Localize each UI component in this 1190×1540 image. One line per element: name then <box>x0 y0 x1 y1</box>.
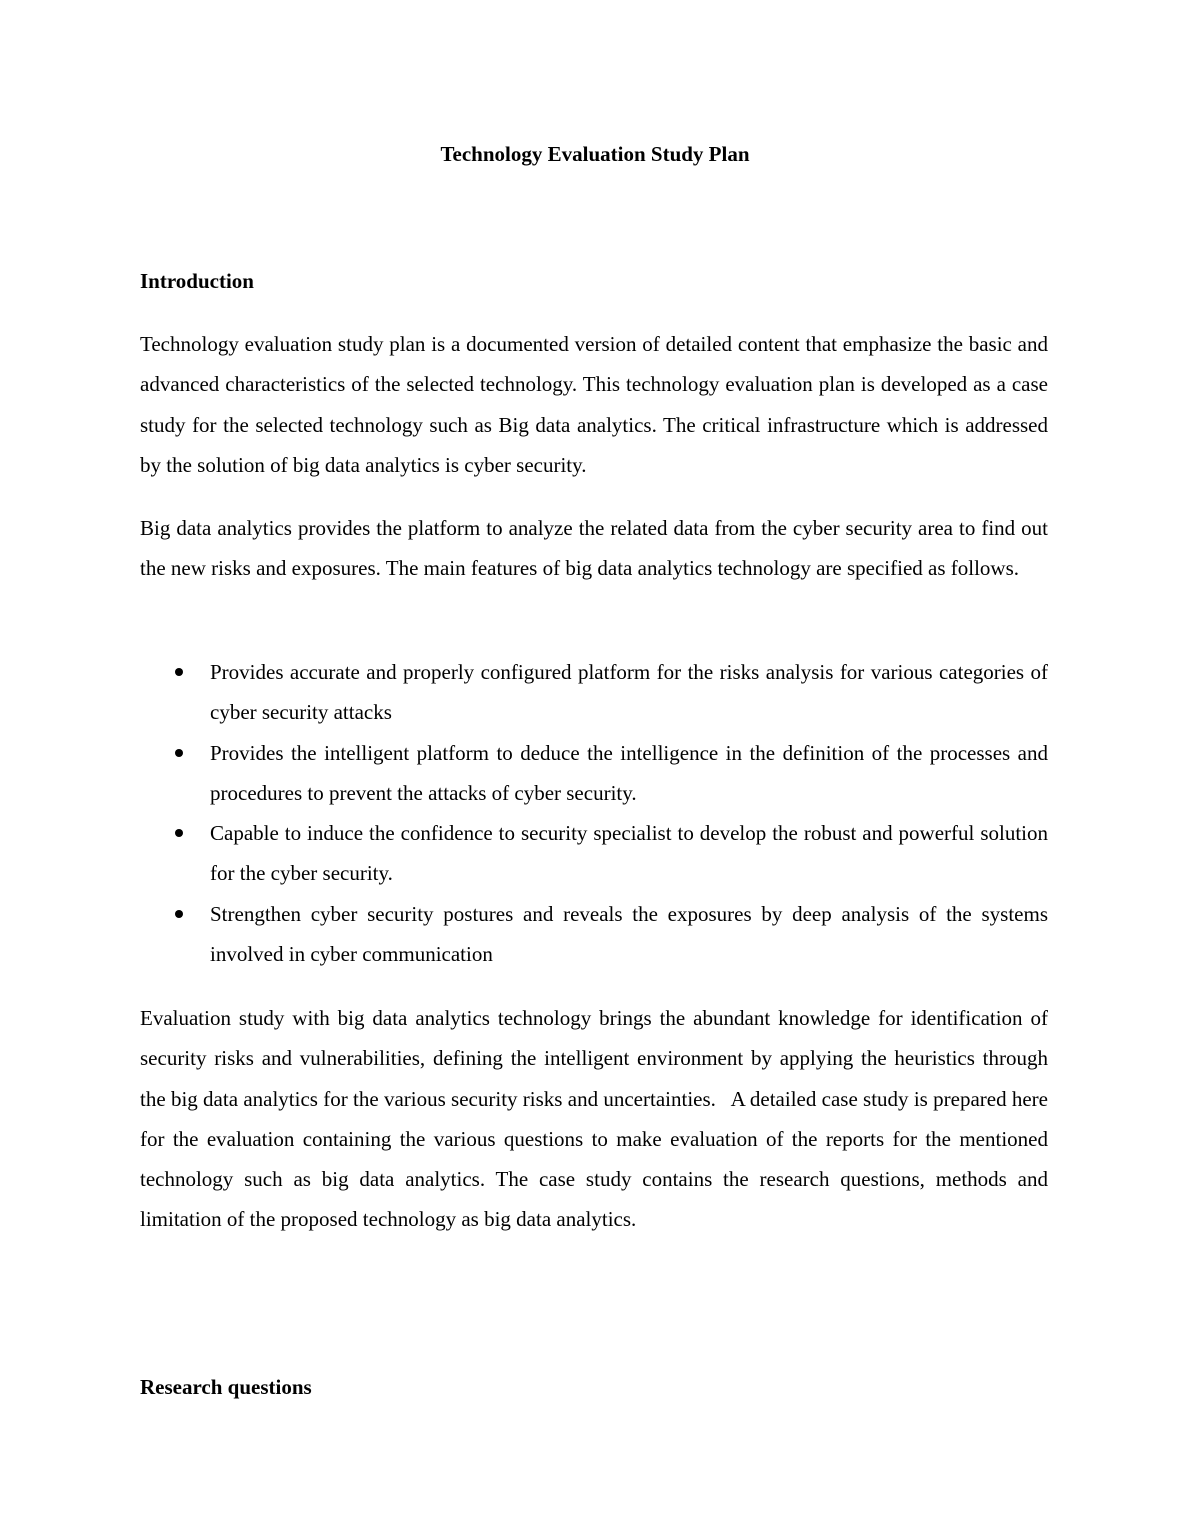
list-item <box>140 733 1048 814</box>
bullet-text: Strengthen cyber security postures and reveals the exposures by deep analysis of the systems involved in cyber communication <box>210 901 1048 967</box>
document-title: Technology Evaluation Study Plan <box>440 142 750 166</box>
bullet-icon <box>175 749 183 757</box>
bullet-icon <box>175 829 183 837</box>
feature-bullet-list <box>140 652 1048 974</box>
bullet-text: Provides accurate and properly configured platform for the risks analysis for various categories of cyber security attacks <box>210 660 1048 725</box>
bullet-text: Capable to induce the confidence to security specialist to develop the robust and powerful solution for the cyber security. <box>210 821 1048 886</box>
list-item <box>140 813 1048 894</box>
intro-closing-paragraph: Evaluation study with big data analytics technology brings the abundant knowledge for identification of security risks and vulnerabilities, defining the intelligent environment by applying the heuristics through the big data analytics for the various security risks and uncertainties. A detailed case study is prepared here for the evaluation containing the various questions to make evaluation of the reports for the mentioned technology such as big data analytics. The case study contains the research questions, methods and limitation of the proposed technology as big data analytics. <box>140 1006 1054 1232</box>
list-item <box>140 652 1048 733</box>
bullet-icon <box>175 910 183 918</box>
section-heading-introduction: Introduction <box>140 269 254 293</box>
list-item <box>140 894 1048 975</box>
section-heading-research-questions: Research questions <box>140 1375 312 1399</box>
intro-paragraph-2: Big data analytics provides the platform to analyze the related data from the cyber security area to find out the new risks and exposures. The main features of big data analytics technology are specified as follows. <box>140 516 1048 581</box>
bullet-icon <box>175 668 183 676</box>
bullet-text: Provides the intelligent platform to deduce the intelligence in the definition of the processes and procedures to prevent the attacks of cyber security. <box>210 740 1048 805</box>
intro-paragraph-1: Technology evaluation study plan is a documented version of detailed content that emphasize the basic and advanced characteristics of the selected technology. This technology evaluation plan is developed as a case study for the selected technology such as Big data analytics. The critical infrastructure which is addressed by the solution of big data analytics is cyber security. <box>140 332 1048 477</box>
